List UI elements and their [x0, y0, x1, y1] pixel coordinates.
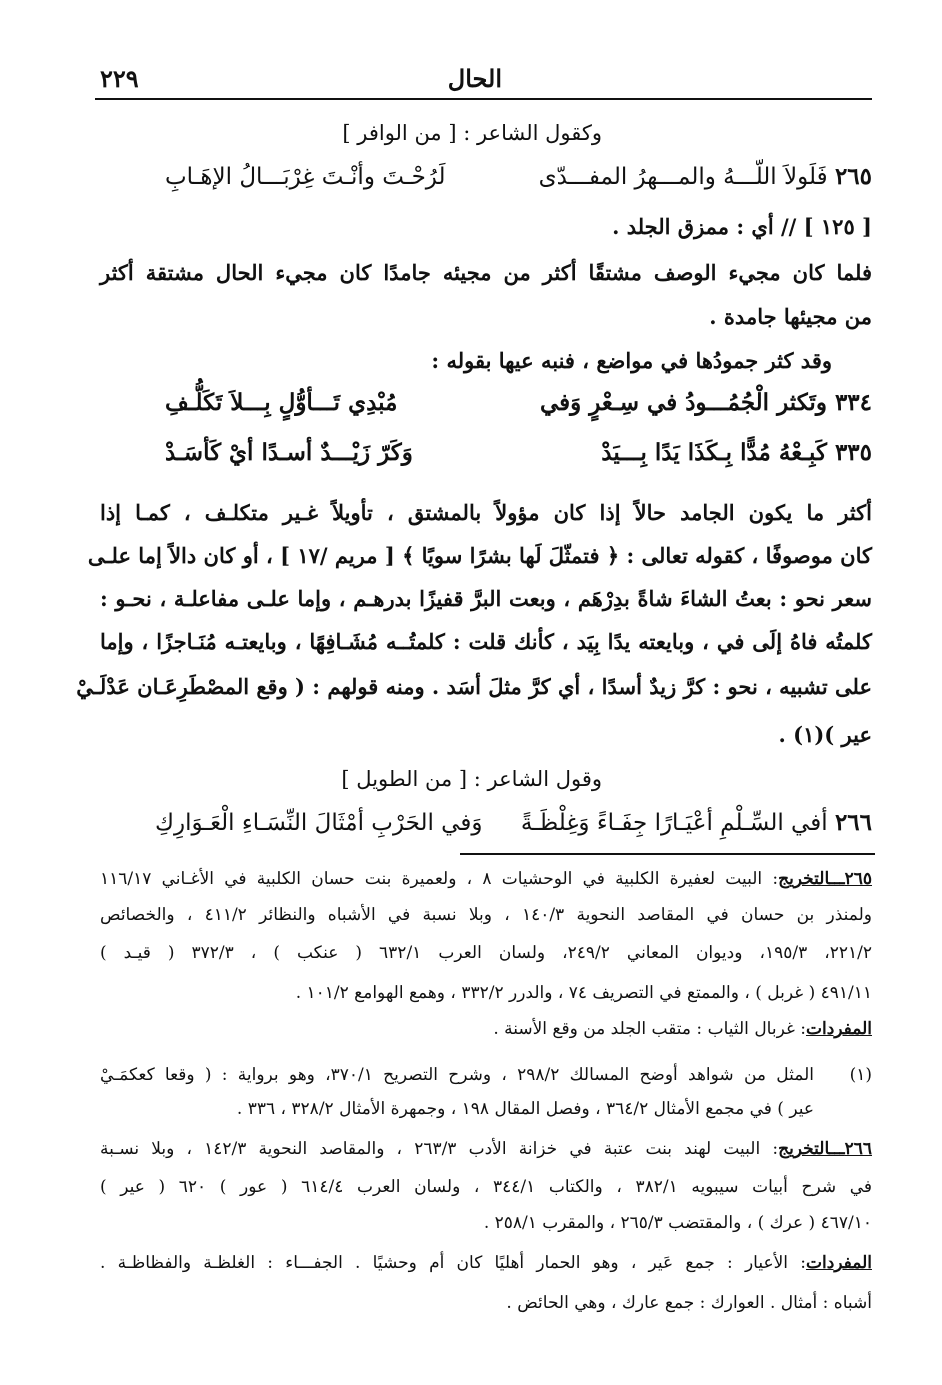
footnote-266-line-3: ٤٦٧/١٠ ( عرك ) ، والمقتضب ٢٦٥/٣ ، والمقرب ٢٥٨/١ . — [483, 1213, 872, 1233]
footnote-265-vocab — [493, 1016, 872, 1042]
footnote-text: : البيت لهند بنت عتبة في خزانة الأدب ٢٦٣/٣ ، والمقاصد النحوية ١٤٢/٣ ، وبلا نسـبة — [100, 1139, 779, 1159]
paragraph-3-line-1: أكثر ما يكون الجامد حالاً إذا كان مؤولاً بالمشتق ، تأويلاً غـير متكلـف ، كمـا إذا — [100, 500, 872, 525]
chapter-title: الحال — [447, 64, 502, 93]
alfiya-335 — [601, 436, 872, 470]
footnote-265-line-3: ٢٢١/٢، ١٩٥/٣، وديوان المعاني ٢٤٩/٢، ولسان العرب ٦٣٢/١ ( عنكب ) ، ٣٧٢/٣ ( قيـد ) — [100, 943, 873, 963]
footnote-label: ٢٦٥ـــالتخريج — [778, 869, 872, 889]
vocab-text: : الأعيار : جمع عَير ، وهو الحمار أهليًا كان أم وحشيًا . الجفـــاء : الغلظـة والفظاظـة . — [100, 1253, 806, 1273]
alfiya-335-second: وَكَرّ زَيْـــدٌ أسـدًا أيْ كَأسَـدْ — [165, 439, 413, 466]
verse-number: ٢٦٦ — [834, 809, 872, 836]
verse-number: ٣٣٤ — [834, 389, 872, 416]
intro-line-2: وقول الشاعر : [ من الطويل ] — [341, 767, 602, 791]
footnote-1-line-2: عير ) في مجمع الأمثال ٣٦٤/٢ ، وفصل المقال ١٩٨ ، وجمهرة الأمثال ٣٢٨/٢ ، ٣٣٦ . — [236, 1099, 814, 1119]
paragraph-3-line-2: كان موصوفًا ، كقوله تعالى : ﴿ فتمثّلَ لَها بشرًا سويًا ﴾ [ مريم /١٧ ] ، أو كان دالاً إما علـى — [87, 543, 872, 568]
vocab-label: المفردات — [805, 1019, 872, 1039]
paragraph-3-line-5: على تشبيه ، نحو : كرَّ زيدٌ أسدًا ، أي كرَّ مثلَ أسَد . ومنه قولهم : ( وقع المصْطَرِعَـان عَدْلَـيْ — [76, 674, 872, 699]
paragraph-1-line-1: فلما كان مجيء الوصف مشتقًا أكثر من مجيئه جامدًا كان مجيء الحال مشتقة أكثر — [100, 260, 872, 285]
verse-265-second: لَرُحْـتَ وأنْـتَ غِرْبَـــالُ الإهَـابِ — [165, 164, 446, 190]
footnote-label: ٢٦٦ـــالتخريج — [778, 1139, 872, 1159]
page-header — [95, 60, 872, 100]
verse-266 — [521, 806, 872, 840]
verse-266-second: وَفي الحَرْبِ أمْثَالَ النِّسَـاءِ الْعَـوَارِكِ — [155, 810, 483, 836]
intro-line: وكقول الشاعر : [ من الوافر ] — [342, 121, 602, 145]
paragraph-3-line-6: عير )(١) . — [778, 722, 872, 747]
footnote-266-vocab-line-2: أشباه : أمثال . العوارك : جمع عارك ، وهي الحائض . — [506, 1293, 872, 1313]
paragraph-2: وقد كثر جمودُها في مواضع ، فنبه عيها بقوله : — [431, 348, 832, 373]
footnote-265-line-4: ٤٩١/١١ ( غربل ) ، والممتع في التصريف ٧٤ ، والدرر ٣٣٢/٢ ، وهمع الهوامع ١٠١/٢ . — [295, 983, 872, 1003]
note-125: [ ١٢٥ ] // أي : ممزق الجلد . — [612, 214, 872, 239]
paragraph-1-line-2: من مجيئها جامدة . — [709, 304, 872, 329]
vocab-label: المفردات — [805, 1253, 872, 1273]
paragraph-3-line-3: سعر نحو : بعتُ الشاءَ شاةً بدِرْهَم ، وبعت البرَّ قفيزًا بدرهـم ، وإما علـى مفاعلـة ، نحـو : — [100, 586, 872, 611]
footnote-266-line-1 — [100, 1136, 872, 1162]
verse-number: ٢٦٥ — [834, 163, 872, 190]
verse-hemistich-first: أفي السِّـلْمِ أعْيَـارًا جِفَـاءً وَغِلْظَـةً — [520, 810, 828, 836]
footnote-separator — [460, 853, 875, 855]
verse-hemistich-first: وتَكثر الْجُمُـــودُ في سِـعْرٍ وَفي — [539, 389, 827, 416]
footnote-1-number: (١) — [849, 1065, 872, 1085]
footnote-265-line-2: ولمنذر بن حسان في المقاصد النحوية ١٤٠/٣ ، وبلا نسبة في الأشباه والنظائر ٤١١/٢ ، والخصائص — [100, 905, 872, 925]
verse-number: ٣٣٥ — [834, 439, 872, 466]
vocab-text: : غربال الثياب : متقب الجلد من وقع الأسنة . — [493, 1019, 806, 1039]
paragraph-3-line-4: كلمتُه فاهُ إلَى في ، وبايعته يدًا بِيَد ، كأنك قلت : كلمتُــه مُشَـافِهًا ، وبايعتـه مُنَـاجزًا ، وإما — [100, 629, 872, 654]
alfiya-334 — [540, 386, 872, 420]
verse-hemistich-first: فَلَولاَ اللّـــهُ والمـــهرُ المفـــدّى — [538, 164, 828, 190]
footnote-266-line-2: في شرح أبيات سيبويه ٣٨٢/١ ، والكتاب ٣٤٤/١ ، ولسان العرب ٦١٤/٤ ( عور ) ٦٢٠ ( عير ) — [100, 1177, 873, 1197]
footnote-265-line-1 — [100, 866, 872, 892]
footnote-text: : البيت لعفيرة الكلبية في الوحشيات ٨ ، ولعميرة بنت حسان الكلبية في الأغـاني ١١٦/١٧ — [100, 869, 779, 889]
alfiya-334-second: مُبْدِي تَـــأوُّلٍ بِـــلاَ تَكَلُّـفِ — [165, 389, 398, 416]
footnote-1-line-1: المثل من شواهد أوضح المسالك ٢٩٨/٢ ، وشرح التصريح ٣٧٠/١، وهو برواية : ( وقعا كعكمَـيْ — [100, 1065, 814, 1085]
verse-hemistich-first: كَبِـعْهُ مُدًّا بِـكَذَا يَدًا بِـــيَدْ — [601, 439, 827, 466]
verse-265 — [539, 160, 872, 194]
footnote-266-vocab-line-1 — [100, 1250, 872, 1276]
page-number: ٢٢٩ — [100, 64, 139, 93]
